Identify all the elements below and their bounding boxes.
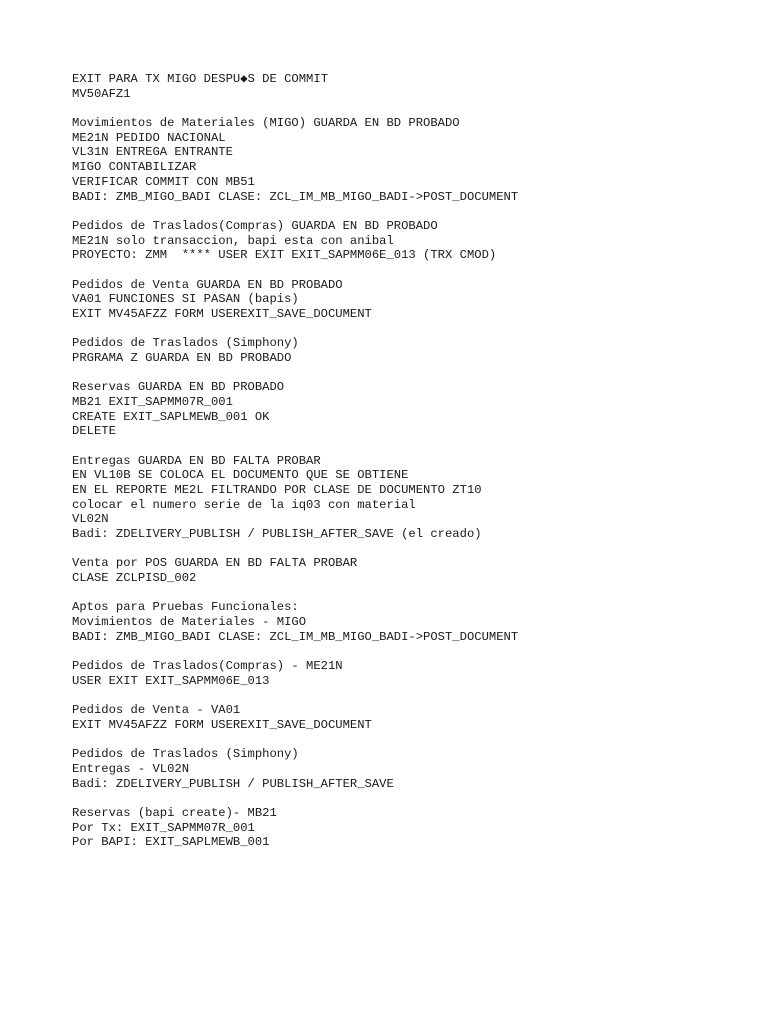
text-line: EN EL REPORTE ME2L FILTRANDO POR CLASE DE DOCUMENTO ZT10 — [72, 483, 482, 498]
text-line: VERIFICAR COMMIT CON MB51 — [72, 174, 255, 189]
text-line: CLASE ZCLPISD_002 — [72, 571, 197, 586]
text-line: Pedidos de Traslados (Simphony) — [72, 336, 299, 351]
text-section — [72, 219, 752, 263]
text-line: Pedidos de Traslados (Simphony) — [72, 747, 299, 762]
text-line: Reservas GUARDA EN BD PROBADO — [72, 380, 285, 395]
text-section — [72, 72, 752, 101]
text-line: Pedidos de Venta - VA01 — [72, 703, 241, 718]
text-section — [72, 747, 752, 791]
document-body — [72, 72, 752, 850]
text-line: EXIT MV45AFZZ FORM USEREXIT_SAVE_DOCUMENT — [72, 306, 372, 321]
text-line: Pedidos de Venta GUARDA EN BD PROBADO — [72, 277, 343, 292]
text-section — [72, 659, 752, 688]
text-line: Reservas (bapi create)- MB21 — [72, 805, 277, 820]
text-line: Venta por POS GUARDA EN BD FALTA PROBAR — [72, 556, 358, 571]
text-line: MB21 EXIT_SAPMM07R_001 — [72, 394, 233, 409]
text-line: PRGRAMA Z GUARDA EN BD PROBADO — [72, 350, 292, 365]
text-line: Entregas GUARDA EN BD FALTA PROBAR — [72, 453, 321, 468]
text-line: colocar el numero serie de la iq03 con material — [72, 497, 416, 512]
text-line: Badi: ZDELIVERY_PUBLISH / PUBLISH_AFTER_SAVE (el creado) — [72, 527, 482, 542]
text-line: Pedidos de Traslados(Compras) GUARDA EN BD PROBADO — [72, 218, 438, 233]
text-line: Badi: ZDELIVERY_PUBLISH / PUBLISH_AFTER_SAVE — [72, 776, 394, 791]
text-section — [72, 380, 752, 439]
text-line: Aptos para Pruebas Funcionales: — [72, 600, 299, 615]
text-line: MIGO CONTABILIZAR — [72, 160, 197, 175]
text-section — [72, 336, 752, 365]
text-section — [72, 116, 752, 204]
text-section — [72, 556, 752, 585]
text-line: EXIT MV45AFZZ FORM USEREXIT_SAVE_DOCUMENT — [72, 717, 372, 732]
text-line: VL02N — [72, 512, 109, 527]
text-section — [72, 600, 752, 644]
text-line: DELETE — [72, 424, 116, 439]
text-line: MV50AFZ1 — [72, 86, 131, 101]
text-line: PROYECTO: ZMM **** USER EXIT EXIT_SAPMM06E_013 (TRX CMOD) — [72, 248, 497, 263]
text-line: VL31N ENTREGA ENTRANTE — [72, 145, 233, 160]
document-page — [72, 72, 752, 865]
text-line: Por Tx: EXIT_SAPMM07R_001 — [72, 820, 255, 835]
text-section — [72, 454, 752, 542]
text-line: ME21N solo transaccion, bapi esta con anibal — [72, 233, 394, 248]
text-section — [72, 278, 752, 322]
text-line: Movimientos de Materiales - MIGO — [72, 615, 307, 630]
text-line: BADI: ZMB_MIGO_BADI CLASE: ZCL_IM_MB_MIGO_BADI->POST_DOCUMENT — [72, 629, 519, 644]
text-line: BADI: ZMB_MIGO_BADI CLASE: ZCL_IM_MB_MIGO_BADI->POST_DOCUMENT — [72, 189, 519, 204]
text-line: ME21N PEDIDO NACIONAL — [72, 130, 226, 145]
text-line: EN VL10B SE COLOCA EL DOCUMENTO QUE SE OBTIENE — [72, 468, 409, 483]
text-section — [72, 806, 752, 850]
text-line: Por BAPI: EXIT_SAPLMEWB_001 — [72, 835, 270, 850]
text-line: USER EXIT EXIT_SAPMM06E_013 — [72, 673, 270, 688]
text-line: VA01 FUNCIONES SI PASAN (bapis) — [72, 292, 299, 307]
text-section — [72, 703, 752, 732]
text-line: Pedidos de Traslados(Compras) - ME21N — [72, 659, 343, 674]
text-line: Movimientos de Materiales (MIGO) GUARDA EN BD PROBADO — [72, 116, 460, 130]
text-line: Entregas - VL02N — [72, 761, 190, 776]
text-line: CREATE EXIT_SAPLMEWB_001 OK — [72, 409, 270, 424]
text-line: EXIT PARA TX MIGO DESPU◆S DE COMMIT — [72, 72, 329, 86]
